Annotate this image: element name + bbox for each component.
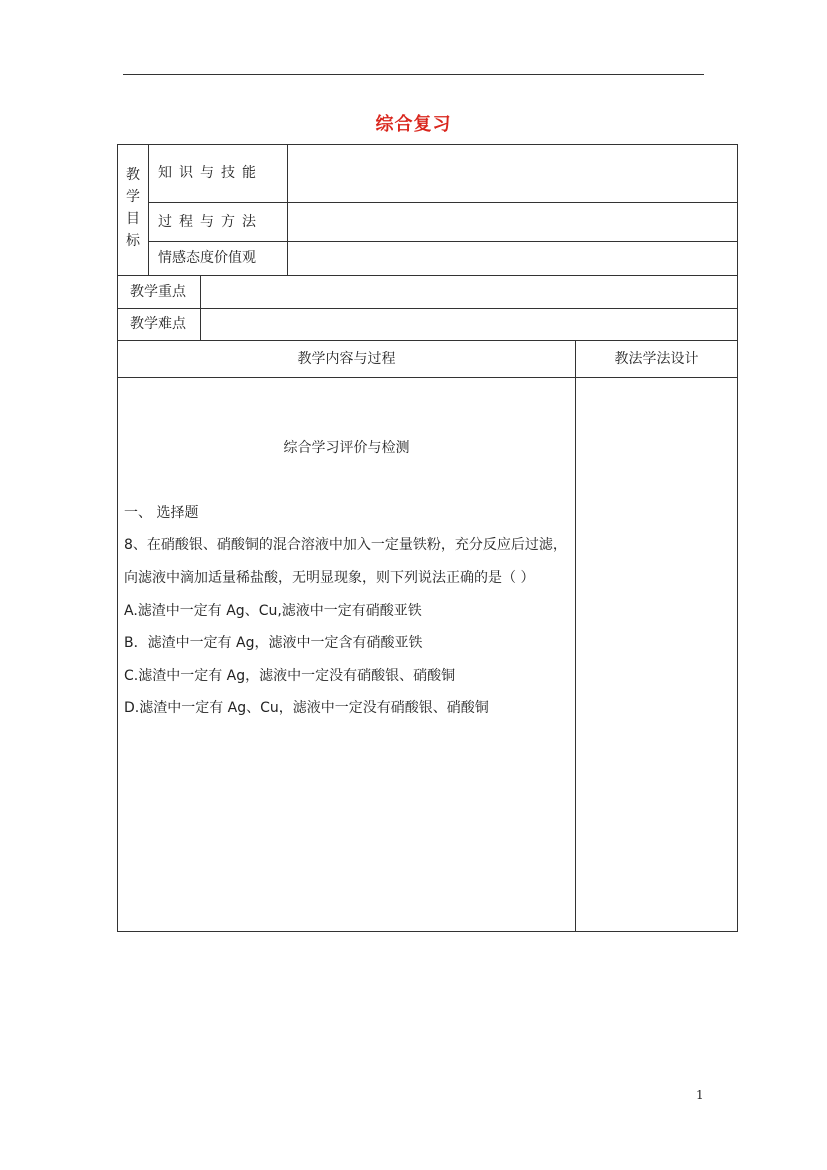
objective-label: 知识与技能: [158, 165, 263, 181]
objective-value-cell: [287, 202, 738, 242]
objective-label: 情感态度价值观: [158, 250, 256, 266]
question-stem-line: 向滤液中滴加适量稀盐酸，无明显现象，则下列说法正确的是（ ）: [124, 570, 535, 586]
option-d: D.滤渣中一定有 Ag、Cu，滤液中一定没有硝酸银、硝酸铜: [124, 700, 489, 716]
difficult-points-label: 教学难点: [130, 316, 186, 332]
objective-label: 过程与方法: [158, 214, 263, 230]
objectives-label-char: 教: [126, 167, 140, 183]
question-stem-line: 8、在硝酸银、硝酸铜的混合溶液中加入一定量铁粉，充分反应后过滤，: [124, 537, 567, 553]
method-column-header: 教法学法设计: [614, 351, 699, 367]
objectives-label-char: 标: [126, 233, 140, 249]
section-heading: 一、 选择题: [124, 505, 199, 521]
option-a: A.滤渣中一定有 Ag、Cu,滤液中一定有硝酸亚铁: [124, 603, 422, 619]
objective-value-cell: [287, 144, 738, 203]
option-c: C.滤渣中一定有 Ag，滤液中一定没有硝酸银、硝酸铜: [124, 668, 456, 684]
content-body-cell: [117, 377, 576, 932]
content-heading: 综合学习评价与检测: [283, 440, 410, 456]
key-points-value-cell: [200, 275, 738, 309]
objectives-label-char: 目: [126, 211, 140, 227]
page-title: 综合复习: [375, 114, 452, 135]
content-column-header: 教学内容与过程: [297, 351, 396, 367]
objectives-label-char: 学: [126, 189, 140, 205]
header-rule: [123, 74, 704, 75]
key-points-label: 教学重点: [130, 284, 186, 300]
page-number: 1: [696, 1088, 704, 1102]
objective-value-cell: [287, 241, 738, 276]
option-b: B．滤渣中一定有 Ag，滤液中一定含有硝酸亚铁: [124, 635, 423, 651]
difficult-points-value-cell: [200, 308, 738, 341]
method-body-cell: [575, 377, 738, 932]
